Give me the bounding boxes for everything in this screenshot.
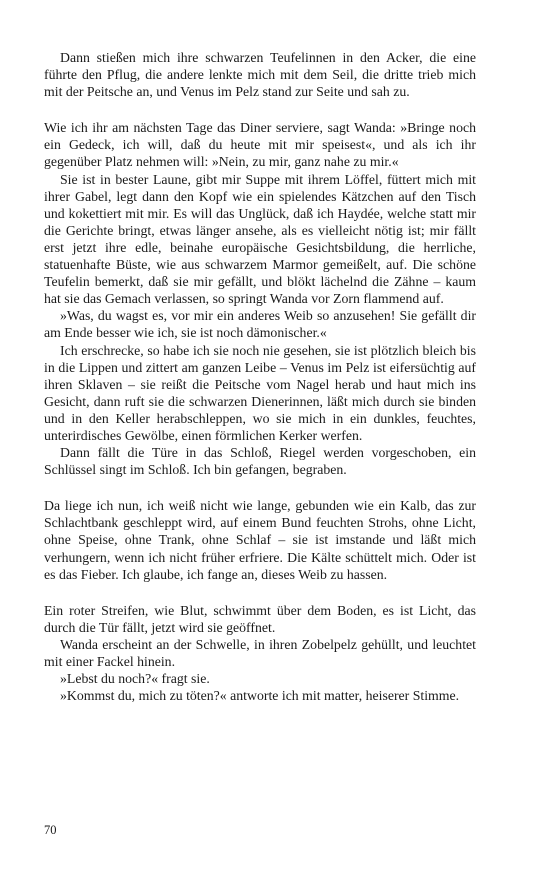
page-number: 70 bbox=[44, 823, 57, 837]
section-3 bbox=[44, 497, 476, 582]
paragraph: Ich erschrecke, so habe ich sie noch nie gesehen, sie ist plötzlich bleich bis in die Lippen und zittert am ganzen Leibe – Venus im Pelz ist eifersüchtig auf ihren Sklaven – sie reißt die Peitsche vom Nagel herab und haut mich ins Gesicht, dann ruft sie die schwarzen Dienerinnen, läßt mich durch sie binden und in den Keller herabschleppen, wo sie mich in ein dunkles, feuchtes, unterirdisches Gewölbe, einen förmlichen Kerker werfen. bbox=[44, 342, 476, 443]
paragraph: Sie ist in bester Laune, gibt mir Suppe mit ihrem Löffel, füttert mich mit ihrer Gabel, legt dann den Kopf wie ein spielendes Kätzchen auf den Tisch und kokettiert mit mir. Es will das Unglück, daß ich Haydée, welche statt mir die Gerichte bringt, etwas länger ansehe, als es vielleicht nötig ist; mir fällt erst jetzt ihre edle, beinahe europäische Gesichtsbildung, die herrliche, statuenhafte Büste, wie aus schwarzem Marmor gemeißelt, auf. Die schöne Teufelin bemerkt, daß sie mir gefällt, und blökt lächelnd die Zähne – kaum hat sie das Gemach verlassen, so springt Wanda vor Zorn flammend auf. bbox=[44, 171, 476, 307]
paragraph: Ein roter Streifen, wie Blut, schwimmt über dem Boden, es ist Licht, das durch die Tür fällt, jetzt wird sie geöffnet. bbox=[44, 602, 476, 635]
paragraph: »Was, du wagst es, vor mir ein anderes Weib so anzusehen! Sie gefällt dir am Ende besser wie ich, sie ist noch dämonischer.« bbox=[44, 308, 476, 341]
paragraph: Wie ich ihr am nächsten Tage das Diner serviere, sagt Wanda: »Bringe noch ein Gedeck, ich will, daß du heute mit mir speisest«, und als ich ihr gegenüber Platz nehmen will: »Nein, zu mir, ganz nahe zu mir.« bbox=[44, 120, 476, 170]
section-2 bbox=[44, 119, 476, 478]
section-4 bbox=[44, 602, 476, 705]
paragraph: »Lebst du noch?« fragt sie. bbox=[60, 671, 210, 687]
paragraph: Dann stießen mich ihre schwarzen Teufelinnen in den Acker, die eine führte den Pflug, die andere lenkte mich mit dem Seil, die dritte trieb mich mit der Peitsche an, und Venus im Pelz stand zur Seite und sah zu. bbox=[44, 50, 476, 100]
paragraph: Wanda erscheint an der Schwelle, in ihren Zobelpelz gehüllt, und leuchtet mit einer Fackel hinein. bbox=[44, 636, 476, 669]
paragraph: »Kommst du, mich zu töten?« antworte ich mit matter, heiserer Stimme. bbox=[60, 688, 460, 704]
paragraph: Da liege ich nun, ich weiß nicht wie lange, gebunden wie ein Kalb, das zur Schlachtbank geschleppt wird, auf einem Bund feuchten Strohs, ohne Licht, ohne Speise, ohne Trank, ohne Schlaf – sie ist imstande und läßt mich verhungern, wenn ich nicht früher erfriere. Die Kälte schüttelt mich. Oder ist es das Fieber. Ich glaube, ich fange an, dieses Weib zu hassen. bbox=[44, 498, 476, 582]
section-1 bbox=[44, 49, 476, 100]
paragraph: Dann fällt die Türe in das Schloß, Riegel werden vorgeschoben, ein Schlüssel singt im Schloß. Ich bin gefangen, begraben. bbox=[44, 445, 476, 478]
page-body bbox=[44, 49, 476, 704]
